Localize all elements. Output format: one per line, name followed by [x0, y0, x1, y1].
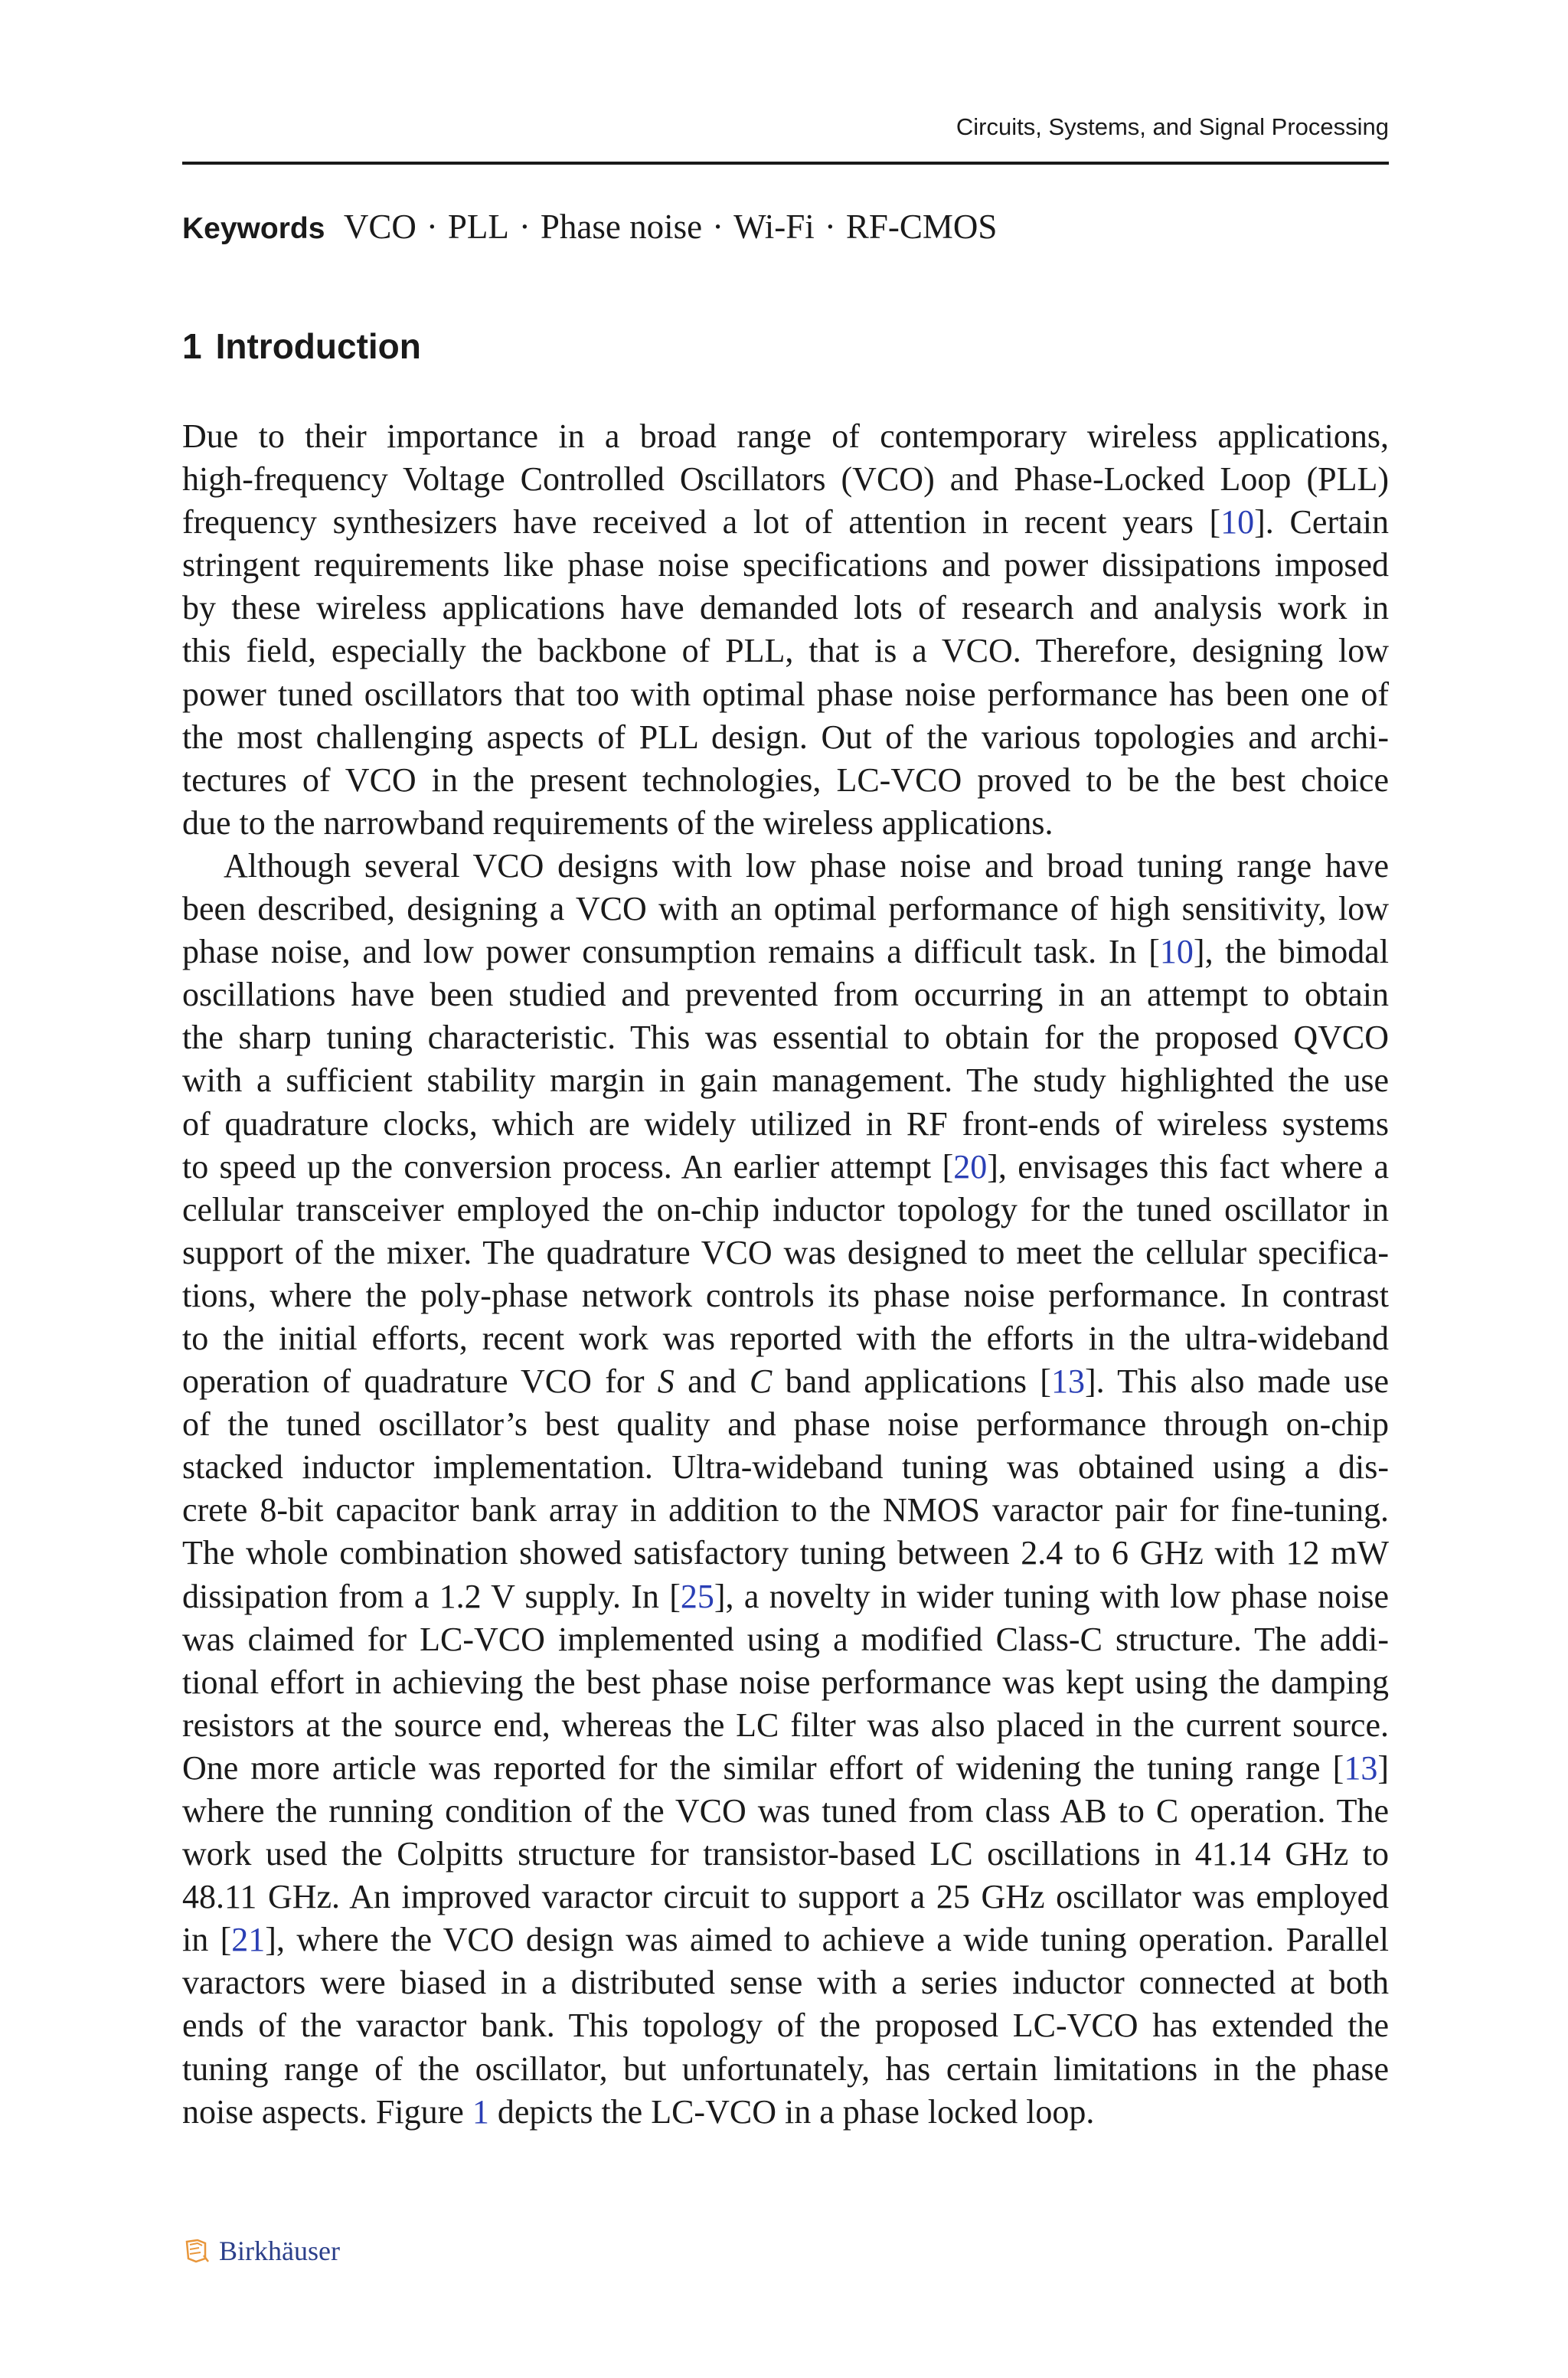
text-line: varactors were biased in a distributed sense with a series inductor connected at both	[182, 1964, 1389, 2002]
section-title: Introduction	[215, 326, 421, 366]
keywords-label: Keywords	[182, 212, 325, 245]
text-line: of quadrature clocks, which are widely utilized in RF front-ends of wireless systems	[182, 1104, 1389, 1143]
text-line: operation of quadrature VCO for S and C band applications [13]. This also made use	[182, 1362, 1390, 1401]
citation-link[interactable]: 10	[1159, 933, 1194, 971]
text-line: oscillations have been studied and prevented from occurring in an attempt to obtain	[182, 976, 1389, 1014]
citation-link[interactable]: 10	[1220, 503, 1255, 541]
keyword-item: Phase noise	[540, 208, 703, 246]
text-line: frequency synthesizers have received a lot of attention in recent years [10]. Certain	[182, 503, 1389, 541]
text-line: due to the narrowband requirements of the wireless applications.	[182, 803, 1054, 842]
text-line: 48.11 GHz. An improved varactor circuit to support a 25 GHz oscillator was employed	[182, 1878, 1389, 1916]
text-line: in [21], where the VCO design was aimed to achieve a wide tuning operation. Parallel	[182, 1921, 1389, 1959]
citation-link[interactable]: 13	[1050, 1362, 1085, 1401]
text-line: support of the mixer. The quadrature VCO was designed to meet the cellular specifica-	[182, 1233, 1389, 1271]
text-line: tional effort in achieving the best phase noise performance was kept using the damping	[182, 1663, 1389, 1701]
text-line: ends of the varactor bank. This topology of the proposed LC-VCO has extended the	[182, 2007, 1389, 2045]
header-rule	[182, 162, 1389, 165]
keyword-item: RF-CMOS	[845, 208, 998, 246]
text-line: of the tuned oscillator’s best quality and phase noise performance through on-chip	[182, 1405, 1389, 1444]
text-line: dissipation from a 1.2 V supply. In [25], a novelty in wider tuning with low phase noise	[182, 1577, 1389, 1615]
text-line: where the running condition of the VCO was tuned from class AB to C operation. The	[182, 1792, 1389, 1830]
text-line: to the initial efforts, recent work was reported with the efforts in the ultra-wideband	[182, 1319, 1389, 1357]
text-line: stringent requirements like phase noise specifications and power dissipations imposed	[182, 546, 1389, 584]
citation-link[interactable]: 13	[1344, 1748, 1378, 1787]
keyword-separator: ·	[824, 208, 836, 246]
text-line: resistors at the source end, whereas the LC filter was also placed in the current source.	[182, 1706, 1389, 1744]
keyword-separator: ·	[712, 208, 724, 246]
text-line: noise aspects. Figure 1 depicts the LC-VCO in a phase locked loop.	[182, 2092, 1095, 2131]
text-line: tuning range of the oscillator, but unfortunately, has certain limitations in the phase	[182, 2049, 1389, 2088]
keyword-separator: ·	[426, 208, 438, 246]
text-line: tions, where the poly-phase network controls its phase noise performance. In contrast	[182, 1276, 1389, 1314]
publisher-name: Birkhäuser	[219, 2236, 340, 2266]
keyword-item: PLL	[447, 208, 509, 246]
text-line: The whole combination showed satisfactory tuning between 2.4 to 6 GHz with 12 mW	[182, 1534, 1389, 1572]
text-line: work used the Colpitts structure for transistor-based LC oscillations in 41.14 GHz to	[182, 1835, 1389, 1873]
running-head: Circuits, Systems, and Signal Processing	[956, 113, 1389, 140]
citation-link[interactable]: 1	[472, 2092, 489, 2131]
text-line: with a sufficient stability margin in gain management. The study highlighted the use	[182, 1061, 1389, 1100]
paragraph-2	[182, 845, 1389, 2134]
text-line: One more article was reported for the similar effort of widening the tuning range [13]	[182, 1748, 1389, 1787]
text-line: been described, designing a VCO with an optimal performance of high sensitivity, low	[182, 890, 1389, 928]
section-number: 1	[182, 326, 202, 366]
text-line: cellular transceiver employed the on-chip inductor topology for the tuned oscillator in	[182, 1190, 1389, 1228]
citation-link[interactable]: 25	[680, 1577, 714, 1615]
paragraph-1	[182, 415, 1389, 845]
section-heading	[182, 325, 421, 368]
text-line: the most challenging aspects of PLL design. Out of the various topologies and archi-	[182, 718, 1389, 756]
text-line: high-frequency Voltage Controlled Oscillators (VCO) and Phase-Locked Loop (PLL)	[182, 460, 1389, 499]
birkhauser-logo-icon	[182, 2236, 213, 2266]
italic-symbol: C	[749, 1362, 773, 1401]
keywords-line	[182, 205, 1389, 250]
text-line: tectures of VCO in the present technologies, LC-VCO proved to be the best choice	[182, 761, 1389, 799]
body-text	[182, 415, 1389, 2134]
citation-link[interactable]: 21	[231, 1921, 266, 1959]
text-line: stacked inductor implementation. Ultra-wideband tuning was obtained using a dis-	[182, 1448, 1389, 1487]
text-line: Due to their importance in a broad range of contemporary wireless applications,	[182, 417, 1389, 455]
keyword-separator: ·	[518, 208, 531, 246]
text-line: Although several VCO designs with low phase noise and broad tuning range have	[224, 846, 1389, 885]
italic-symbol: S	[657, 1362, 675, 1401]
keyword-item: Wi-Fi	[733, 208, 815, 246]
text-line: crete 8-bit capacitor bank array in addition to the NMOS varactor pair for fine-tuning.	[182, 1491, 1389, 1529]
text-line: this field, especially the backbone of PLL, that is a VCO. Therefore, designing low	[182, 632, 1389, 670]
text-line: phase noise, and low power consumption remains a difficult task. In [10], the bimodal	[182, 933, 1390, 971]
text-line: power tuned oscillators that too with optimal phase noise performance has been one of	[182, 675, 1389, 713]
citation-link[interactable]: 20	[953, 1147, 988, 1186]
text-line: by these wireless applications have demanded lots of research and analysis work in	[182, 589, 1389, 627]
publisher-footer	[182, 2235, 340, 2267]
text-line: was claimed for LC-VCO implemented using a modified Class-C structure. The addi-	[182, 1620, 1389, 1658]
text-line: to speed up the conversion process. An earlier attempt [20], envisages this fact where a	[182, 1147, 1389, 1186]
keyword-item: VCO	[343, 208, 416, 246]
text-line: the sharp tuning characteristic. This was essential to obtain for the proposed QVCO	[182, 1019, 1389, 1057]
